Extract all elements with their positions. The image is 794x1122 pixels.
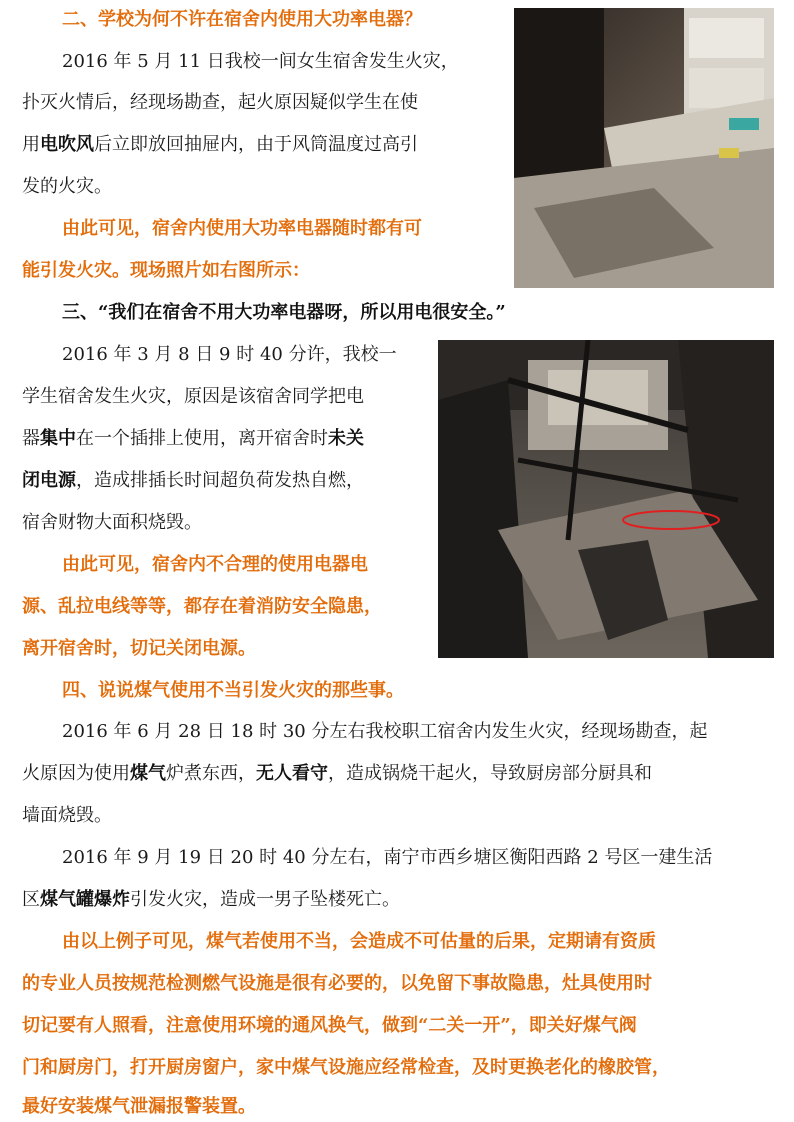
section2-para-line3 [22,134,418,156]
text: 器 [22,428,40,449]
section3-para-line5: 宿舍财物大面积烧毁。 [22,512,202,533]
section2-conclusion-line2: 能引发火灾。现场照片如右图所示： [22,260,310,281]
text: 后立即放回抽屉内，由于风筒温度过高引 [94,134,418,155]
section4-para1-line2 [22,763,652,785]
section4-conclusion-line3: 切记要有人照看，注意使用环境的通风换气，做到“二关一开”，即关好煤气阀 [22,1015,637,1036]
section4-conclusion-line2: 的专业人员按规范检测燃气设施是很有必要的，以免留下事故隐患，灶具使用时 [22,973,652,994]
text: ，造成锅烧干起火，导致厨房部分厨具和 [328,763,652,784]
dormitory-fire-photo-1 [514,8,774,288]
section2-para-line2: 扑灭火情后，经现场勘查，起火原因疑似学生在使 [22,92,418,113]
section3-para-line1: 2016 年 3 月 8 日 9 时 40 分许，我校一 [62,344,397,365]
section3-conclusion-line1: 由此可见，宿舍内不合理的使用电器电 [62,554,368,575]
text: 引发火灾，造成一男子坠楼死亡。 [130,889,400,910]
text: 区 [22,889,40,910]
keyword-unattended: 无人看守 [256,763,328,784]
section3-para-line2: 学生宿舍发生火灾，原因是该宿舍同学把电 [22,386,364,407]
dormitory-fire-photo-2 [438,340,774,658]
section3-heading: 三、“我们在宿舍不用大功率电器呀，所以用电很安全。” [62,302,506,323]
section3-para-line3 [22,428,364,450]
section4-para1-line1: 2016 年 6 月 28 日 18 时 30 分左右我校职工宿舍内发生火灾，经现场勘查，起 [62,721,708,742]
section2-conclusion-line1: 由此可见，宿舍内使用大功率电器随时都有可 [62,218,422,239]
text: 用 [22,134,40,155]
text: ，造成排插长时间超负荷发热自燃， [76,470,364,491]
section4-heading: 四、说说煤气使用不当引发火灾的那些事。 [62,680,404,701]
keyword-hair-dryer: 电吹风 [40,134,94,155]
section4-para2-line2 [22,889,400,911]
section3-conclusion-line2: 源、乱拉电线等等，都存在着消防安全隐患， [22,596,382,617]
section2-para-line1: 2016 年 5 月 11 日我校一间女生宿舍发生火灾， [62,51,459,72]
section3-conclusion-line3: 离开宿舍时，切记关闭电源。 [22,638,256,659]
keyword-power: 闭电源 [22,470,76,491]
text: 火原因为使用 [22,763,130,784]
keyword-gas-tank-explosion: 煤气罐爆炸 [40,889,130,910]
keyword-gas: 煤气 [130,763,166,784]
text: 在一个插排上使用，离开宿舍时 [76,428,328,449]
section2-para-line4: 发的火灾。 [22,176,112,197]
section4-conclusion-line1: 由以上例子可见，煤气若使用不当，会造成不可估量的后果，定期请有资质 [62,931,656,952]
text: 炉煮东西， [166,763,256,784]
keyword-concentrated: 集中 [40,428,76,449]
keyword-not-switched-off: 未关 [328,428,364,449]
section3-para-line4 [22,470,364,492]
section4-conclusion-line4: 门和厨房门，打开厨房窗户，家中煤气设施应经常检查，及时更换老化的橡胶管， [22,1057,670,1078]
section4-conclusion-line5: 最好安装煤气泄漏报警装置。 [22,1096,256,1117]
section4-para2-line1: 2016 年 9 月 19 日 20 时 40 分左右，南宁市西乡塘区衡阳西路 2 号区一建生活 [62,847,713,868]
section2-heading: 二、学校为何不许在宿舍内使用大功率电器？ [62,9,422,30]
section4-para1-line3: 墙面烧毁。 [22,805,112,826]
